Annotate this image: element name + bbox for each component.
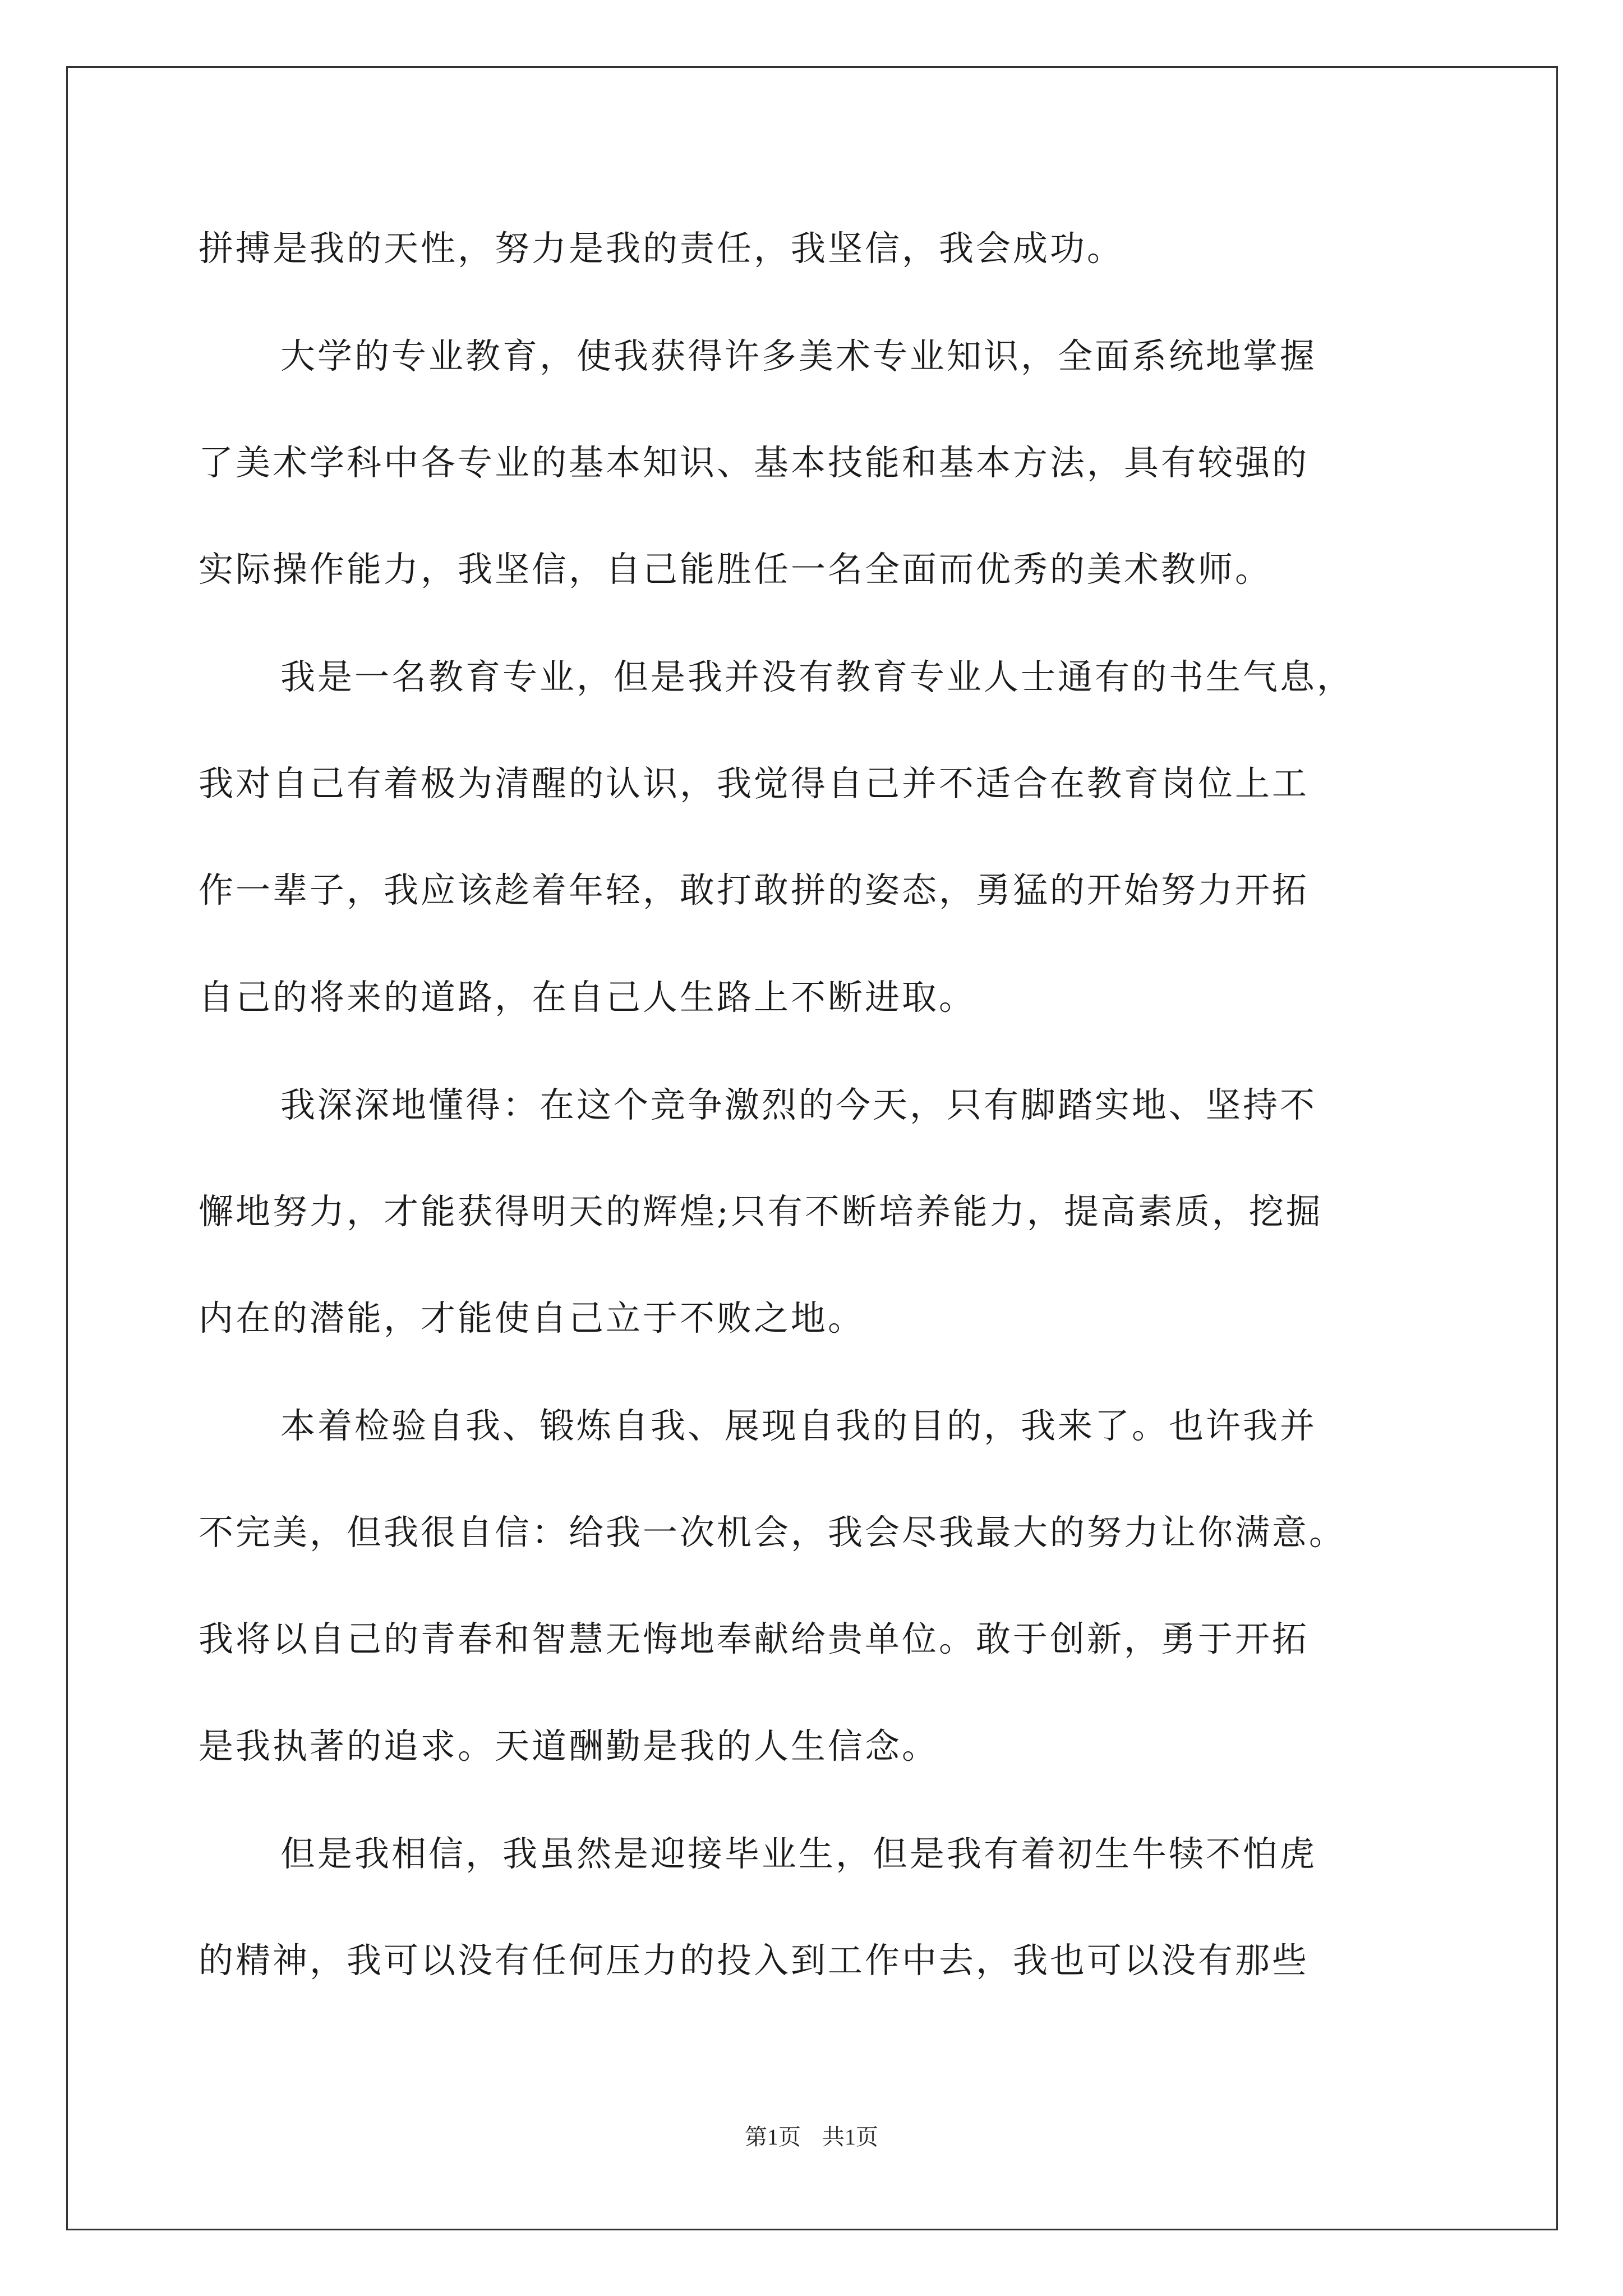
- text-line: 是我执著的追求。天道酬勤是我的人生信念。: [199, 1726, 939, 1766]
- paragraph-first-line: 本着检验自我、锻炼自我、展现自我的目的，我来了。也许我并: [280, 1405, 1317, 1446]
- page-number-total: 共1页: [822, 2124, 878, 2150]
- paragraph-first-line: 但是我相信，我虽然是迎接毕业生，但是我有着初生牛犊不怕虎: [280, 1833, 1317, 1874]
- page-border: [66, 66, 1558, 2230]
- text-line: 内在的潜能，才能使自己立于不败之地。: [199, 1297, 865, 1338]
- text-line: 作一辈子，我应该趁着年轻，敢打敢拼的姿态，勇猛的开始努力开拓: [199, 869, 1310, 910]
- page-footer: [0, 2122, 1623, 2153]
- text-line: 拼搏是我的天性，努力是我的责任，我坚信，我会成功。: [199, 228, 1124, 269]
- page-number-current: 第1页: [745, 2124, 801, 2150]
- paragraph-first-line: 我是一名教育专业，但是我并没有教育专业人士通有的书生气息，: [280, 656, 1354, 697]
- text-line: 懈地努力，才能获得明天的辉煌;只有不断培养能力，提高素质，挖掘: [199, 1191, 1323, 1232]
- text-line: 我对自己有着极为清醒的认识，我觉得自己并不适合在教育岗位上工: [199, 763, 1310, 804]
- text-line: 了美术学科中各专业的基本知识、基本技能和基本方法，具有较强的: [199, 442, 1310, 483]
- text-line: 的精神，我可以没有任何压力的投入到工作中去，我也可以没有那些: [199, 1940, 1310, 1981]
- paragraph-first-line: 大学的专业教育，使我获得许多美术专业知识，全面系统地掌握: [280, 335, 1317, 376]
- text-line: 不完美，但我很自信：给我一次机会，我会尽我最大的努力让你满意。: [199, 1512, 1347, 1553]
- text-line: 自己的将来的道路，在自己人生路上不断进取。: [199, 977, 976, 1018]
- text-line: 我将以自己的青春和智慧无悔地奉献给贵单位。敢于创新，勇于开拓: [199, 1618, 1310, 1659]
- paragraph-first-line: 我深深地懂得：在这个竞争激烈的今天，只有脚踏实地、坚持不: [280, 1084, 1317, 1125]
- text-line: 实际操作能力，我坚信，自己能胜任一名全面而优秀的美术教师。: [199, 549, 1272, 590]
